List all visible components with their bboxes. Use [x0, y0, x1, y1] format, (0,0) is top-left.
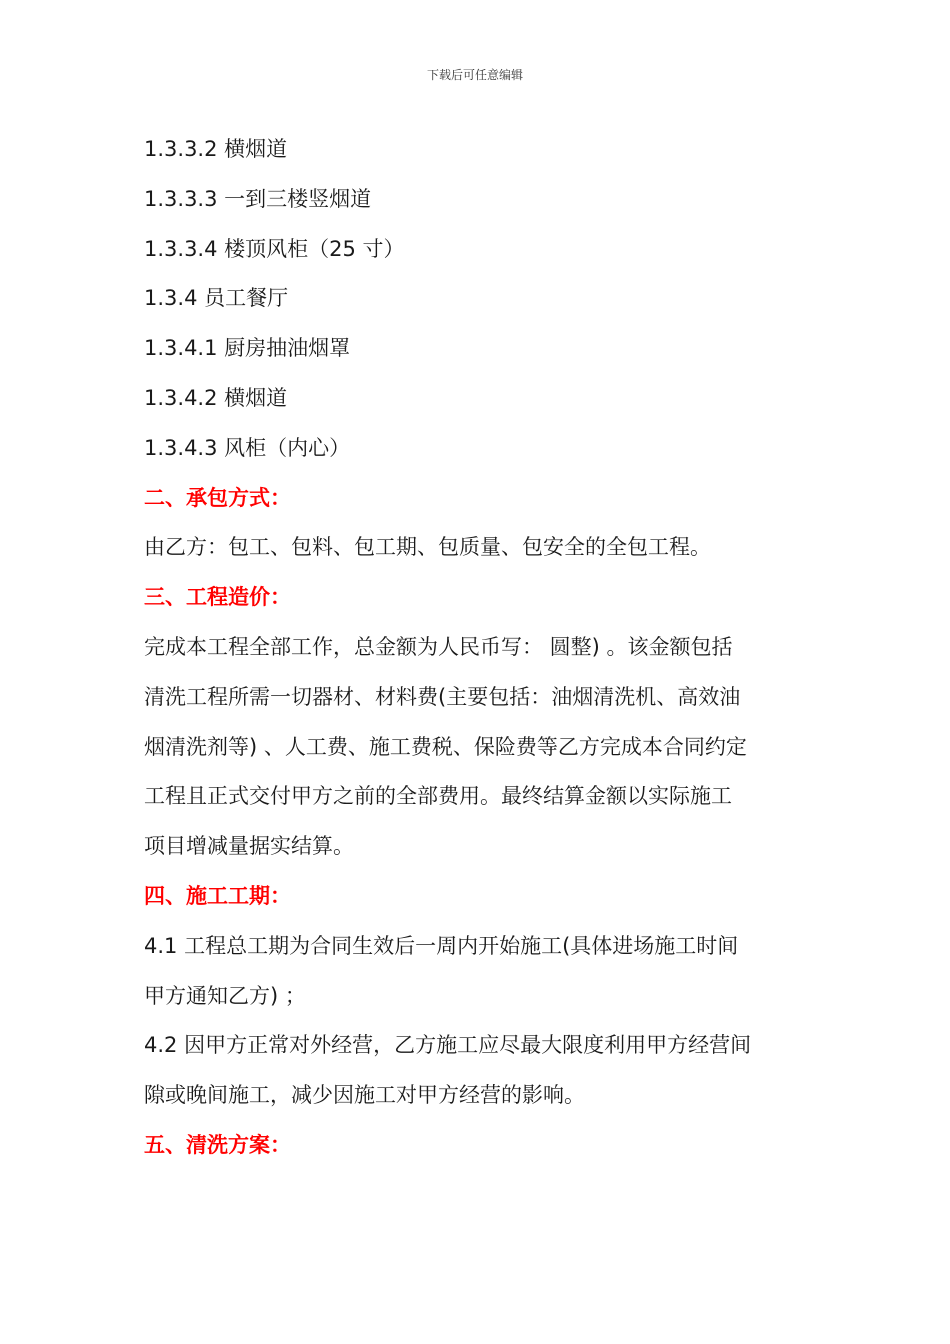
- paragraph-cost-line-4: 工程且正式交付甲方之前的全部费用。最终结算金额以实际施工: [144, 784, 732, 809]
- paragraph-cost-line-2: 清洗工程所需一切器材、材料费(主要包括：油烟清洗机、高效油: [144, 684, 741, 709]
- section-heading-project-cost: 三、工程造价：: [144, 585, 291, 610]
- item-1-3-3-4: 1.3.3.4 楼顶风柜（25 寸）: [144, 236, 405, 261]
- item-1-3-3-2: 1.3.3.2 横烟道: [144, 137, 288, 161]
- paragraph-cost-line-1: 完成本工程全部工作，总金额为人民币写： 圆整) 。该金额包括: [144, 634, 733, 659]
- item-1-3-3-3: 1.3.3.3 一到三楼竖烟道: [144, 186, 372, 211]
- item-1-3-4-1: 1.3.4.1 厨房抽油烟罩: [144, 336, 351, 361]
- section-heading-cleaning-plan: 五、清洗方案：: [144, 1132, 291, 1157]
- paragraph-4-2-line-2: 隙或晚间施工，减少因施工对甲方经营的影响。: [144, 1083, 585, 1108]
- section-heading-contract-method: 二、承包方式：: [144, 485, 291, 510]
- item-1-3-4: 1.3.4 员工餐厅: [144, 286, 289, 311]
- section-heading-construction-period: 四、施工工期：: [144, 883, 291, 908]
- paragraph-cost-line-5: 项目增减量据实结算。: [144, 834, 354, 859]
- paragraph-contract-method: 由乙方：包工、包料、包工期、包质量、包安全的全包工程。: [144, 535, 711, 560]
- paragraph-cost-line-3: 烟清洗剂等) 、人工费、施工费税、保险费等乙方完成本合同约定: [144, 734, 747, 759]
- item-1-3-4-2: 1.3.4.2 横烟道: [144, 385, 288, 410]
- paragraph-4-1-line-1: 4.1 工程总工期为合同生效后一周内开始施工(具体进场施工时间: [144, 933, 739, 958]
- paragraph-4-1-line-2: 甲方通知乙方) ；: [144, 983, 306, 1008]
- page-header-note: 下载后可任意编辑: [426, 68, 523, 82]
- item-1-3-4-3: 1.3.4.3 风柜（内心）: [144, 435, 351, 460]
- paragraph-4-2-line-1: 4.2 因甲方正常对外经营，乙方施工应尽最大限度利用甲方经营间: [144, 1033, 752, 1058]
- document-body: [144, 125, 814, 1171]
